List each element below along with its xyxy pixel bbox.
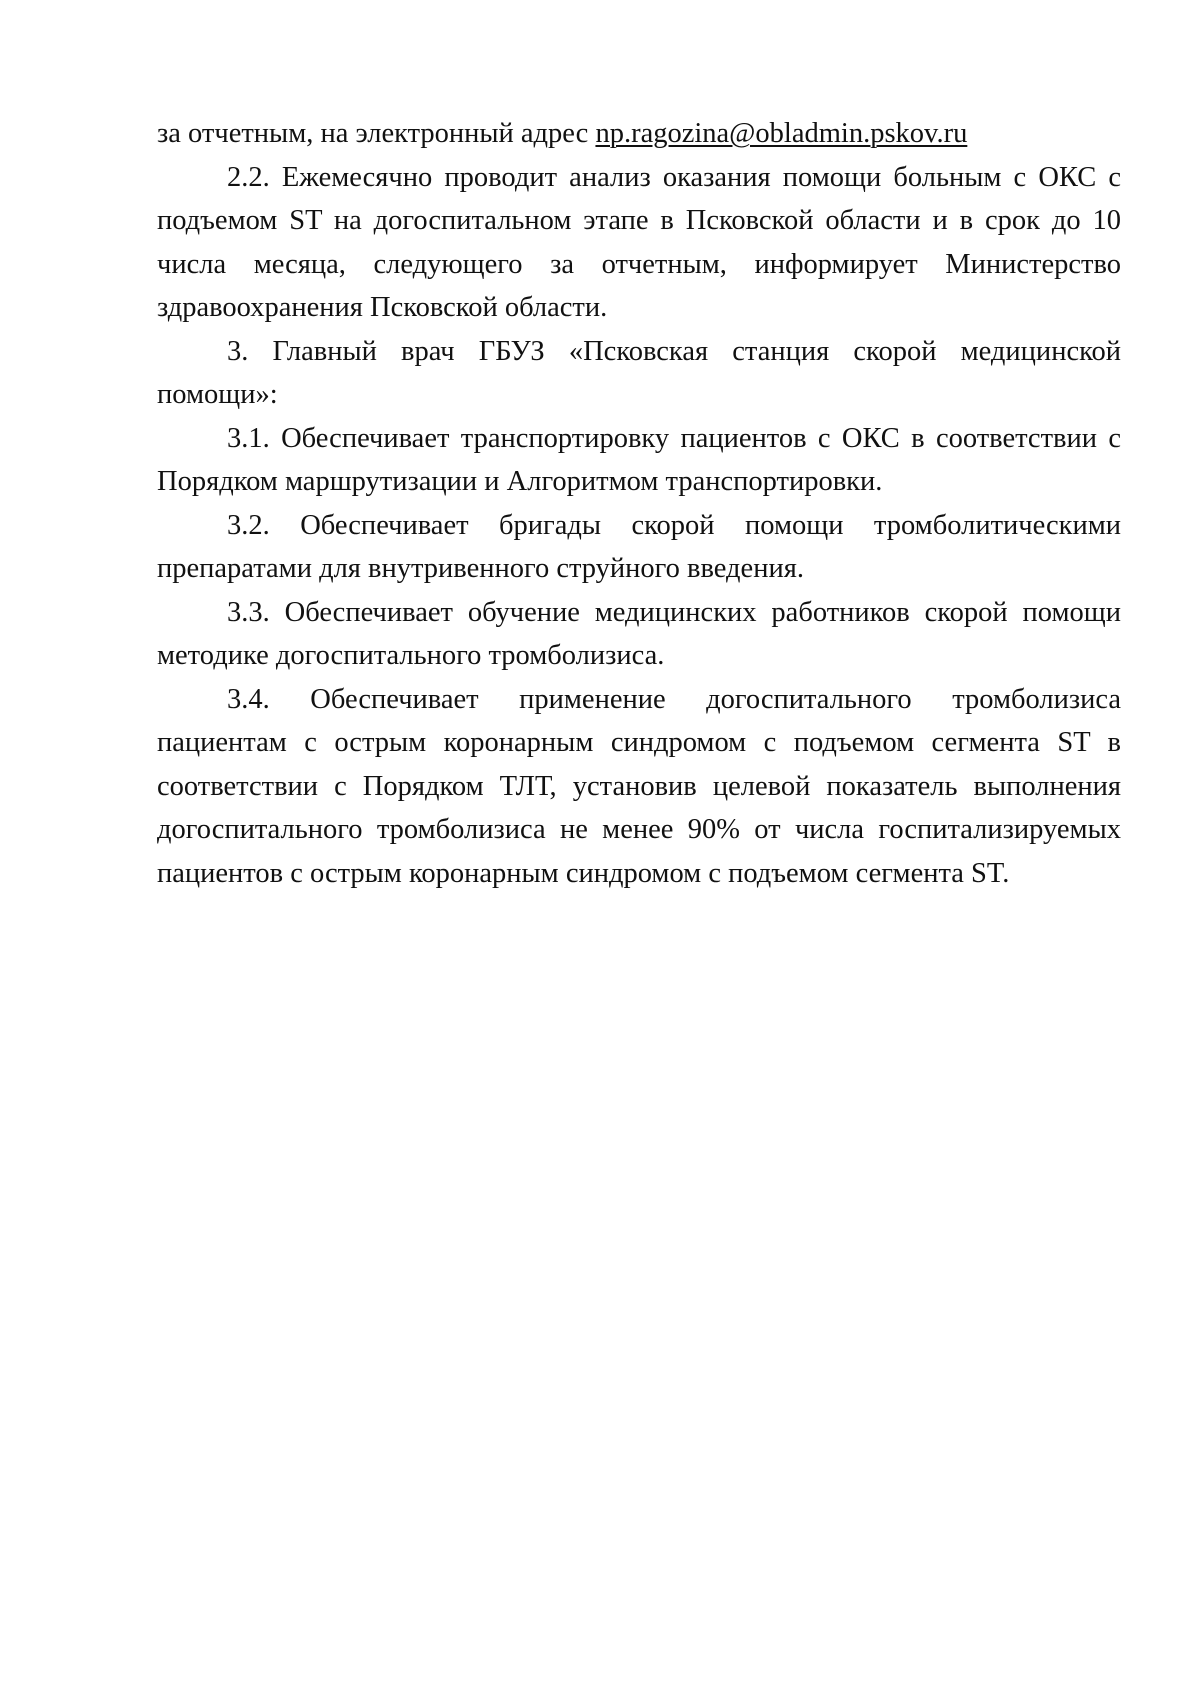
paragraph-3-2: 3.2. Обеспечивает бригады скорой помощи тромболитическими препаратами для внутривенного струйного введения. [157,509,1121,584]
paragraph-3-1: 3.1. Обеспечивает транспортировку пациентов с ОКС в соответствии с Порядком маршрутизации и Алгоритмом транспортировки. [157,422,1121,497]
paragraph-continuation-text: за отчетным, на электронный адрес [157,118,596,149]
email-link[interactable]: np.ragozina@obladmin.pskov.ru [595,118,968,149]
paragraph-3: 3. Главный врач ГБУЗ «Псковская станция скорой медицинской помощи»: [157,335,1121,410]
paragraph-3-3: 3.3. Обеспечивает обучение медицинских работников скорой помощи методике догоспитального тромболизиса. [157,596,1121,671]
paragraph-3-4: 3.4. Обеспечивает применение догоспитального тромболизиса пациентам с острым коронарным синдромом с подъемом сегмента ST в соответствии с Порядком ТЛТ, установив целевой показатель выполнения догоспитального тромболизиса не менее 90% от числа госпитализируемых пациентов с острым коронарным синдромом с подъемом сегмента ST. [157,683,1121,889]
paragraph-continuation [157,112,1121,156]
paragraph-2-2: 2.2. Ежемесячно проводит анализ оказания помощи больным с ОКС с подъемом ST на догоспитальном этапе в Псковской области и в срок до 10 числа месяца, следующего за отчетным, информирует Министерство здравоохранения Псковской области. [157,161,1121,323]
document-body [157,112,1121,895]
